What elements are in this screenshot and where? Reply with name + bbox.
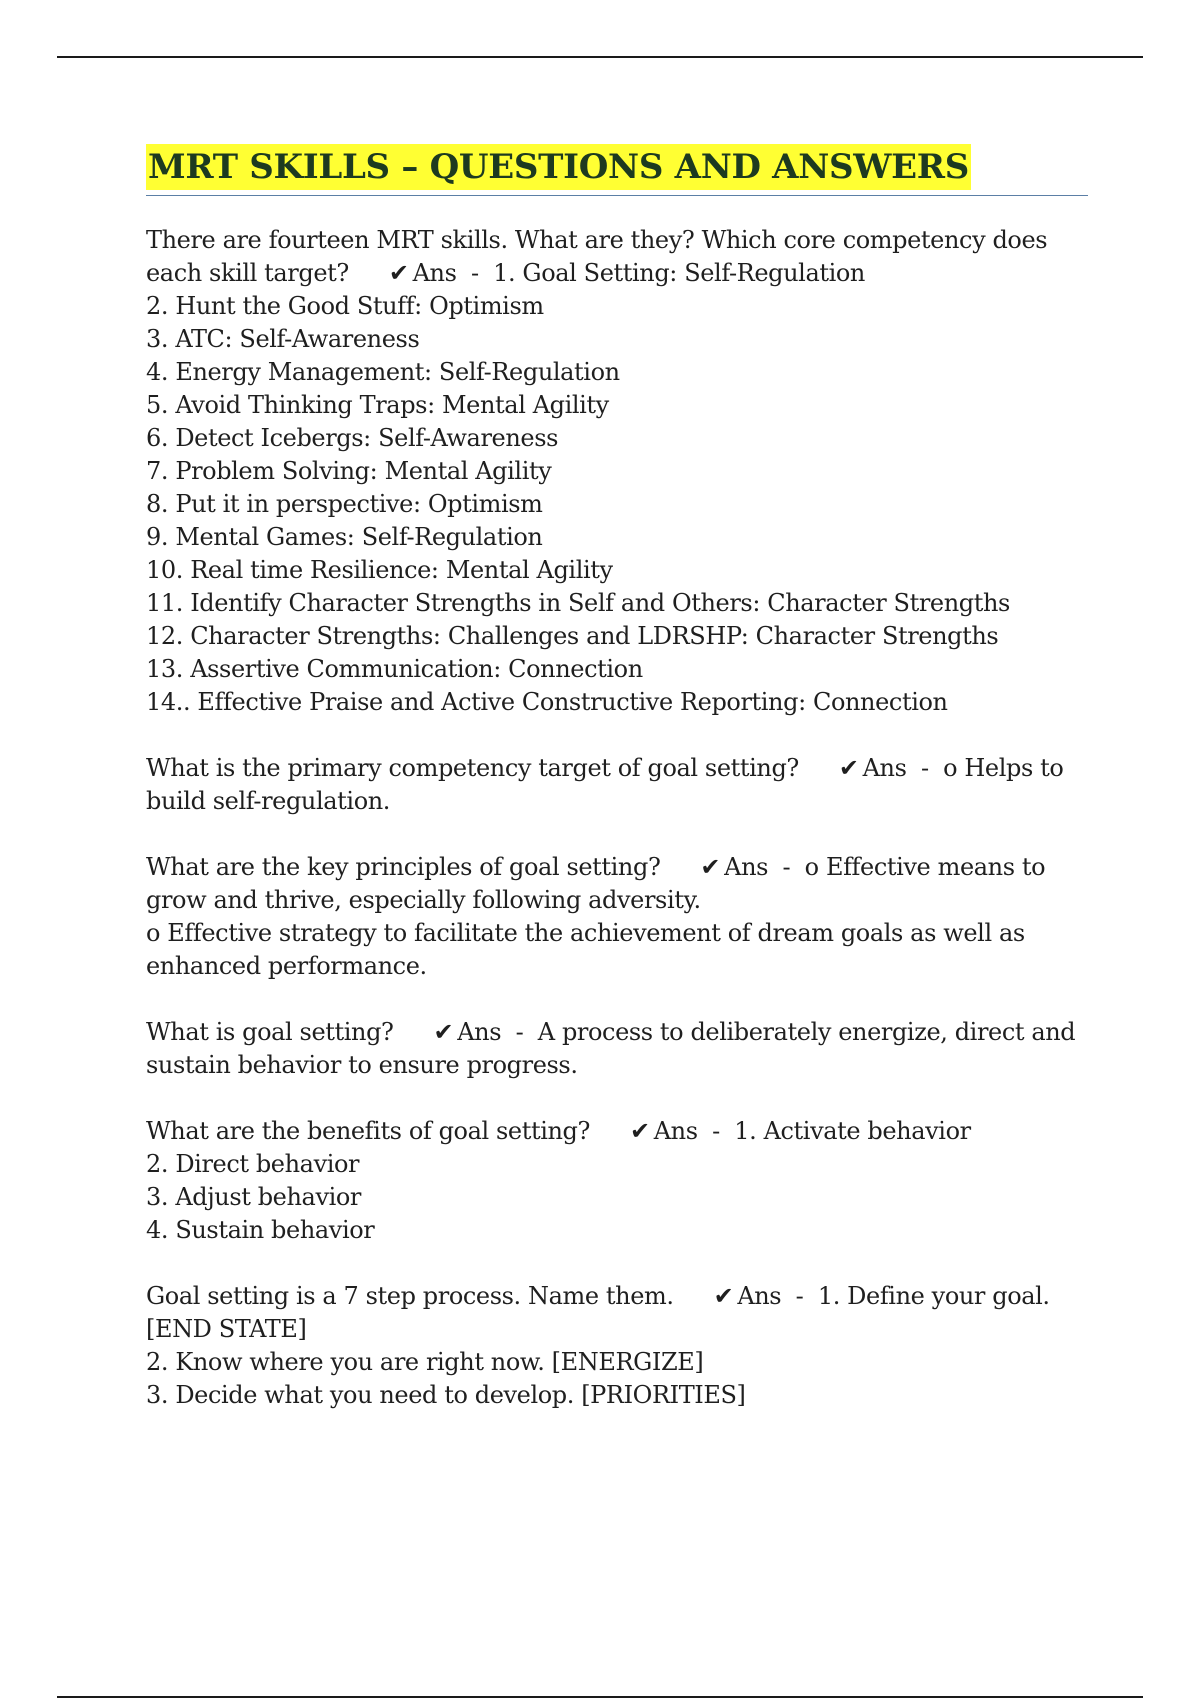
- qa-first-line: [146, 1115, 1088, 1148]
- answer-label: Ans -: [653, 1117, 735, 1145]
- qa-first-line: [146, 752, 1088, 818]
- answer-line: 12. Character Strengths: Challenges and LDRSHP: Character Strengths: [146, 622, 999, 650]
- answer-line: 3. ATC: Self-Awareness: [146, 325, 420, 353]
- title-block: [146, 144, 1088, 196]
- document-page: [146, 144, 1088, 1445]
- answer-line: 11. Identify Character Strengths in Self and Others: Character Strengths: [146, 589, 1010, 617]
- answer-text: o Helps to build self-regulation.: [146, 754, 1071, 815]
- check-icon: ✔: [713, 1282, 734, 1310]
- check-icon: ✔: [388, 259, 409, 287]
- answer-line: 8. Put it in perspective: Optimism: [146, 490, 543, 518]
- qa-first-line: [146, 1016, 1088, 1082]
- answer-line: 2. Direct behavior: [146, 1150, 360, 1178]
- answer-label: Ans -: [457, 1018, 538, 1046]
- question-text: What are the key principles of goal setting?: [146, 853, 661, 881]
- answer-line: o Effective strategy to facilitate the achievement of dream goals as well as enhanced performance.: [146, 919, 1033, 980]
- answer-text: 1. Define your goal. [END STATE]: [146, 1282, 1057, 1343]
- document-title: MRT SKILLS – QUESTIONS AND ANSWERS: [146, 144, 971, 190]
- answer-line: 3. Adjust behavior: [146, 1183, 361, 1211]
- answer-text: 1. Activate behavior: [734, 1117, 971, 1145]
- qa-item: [146, 752, 1088, 818]
- question-text: What is goal setting?: [146, 1018, 394, 1046]
- answer-label: Ans -: [862, 754, 944, 782]
- answer-line: 2. Hunt the Good Stuff: Optimism: [146, 292, 544, 320]
- qa-first-line: [146, 224, 1088, 290]
- check-icon: ✔: [630, 1117, 650, 1145]
- answer-line: 4. Energy Management: Self-Regulation: [146, 358, 620, 386]
- check-icon: ✔: [433, 1018, 454, 1046]
- answer-line: 7. Problem Solving: Mental Agility: [146, 457, 552, 485]
- footer-rule: [57, 1696, 1143, 1698]
- question-text: What is the primary competency target of goal setting?: [146, 754, 799, 782]
- answer-line: 4. Sustain behavior: [146, 1216, 375, 1244]
- answer-text: o Effective means to grow and thrive, especially following adversity.: [146, 853, 1053, 914]
- question-text: There are fourteen MRT skills. What are they? Which core competency does each skill target?: [146, 226, 1055, 287]
- check-icon: ✔: [838, 754, 859, 782]
- qa-item: [146, 1115, 1088, 1247]
- answer-text: A process to deliberately energize, direct and sustain behavior to ensure progress.: [146, 1018, 1083, 1079]
- answer-line: 6. Detect Icebergs: Self-Awareness: [146, 424, 559, 452]
- qa-first-line: [146, 851, 1088, 917]
- qa-item: [146, 224, 1088, 719]
- answer-label: Ans -: [737, 1282, 818, 1310]
- check-icon: ✔: [700, 853, 721, 881]
- answer-line: 3. Decide what you need to develop. [PRIORITIES]: [146, 1381, 746, 1409]
- answer-line: 2. Know where you are right now. [ENERGIZE]: [146, 1348, 704, 1376]
- question-text: What are the benefits of goal setting?: [146, 1117, 590, 1145]
- qa-item: [146, 1016, 1088, 1082]
- answer-line: 5. Avoid Thinking Traps: Mental Agility: [146, 391, 609, 419]
- answer-line: 14.. Effective Praise and Active Constructive Reporting: Connection: [146, 688, 948, 716]
- answer-line: 13. Assertive Communication: Connection: [146, 655, 643, 683]
- question-text: Goal setting is a 7 step process. Name them.: [146, 1282, 674, 1310]
- header-rule: [57, 56, 1143, 58]
- qa-item: [146, 851, 1088, 983]
- answer-label: Ans -: [412, 259, 494, 287]
- answer-label: Ans -: [724, 853, 805, 881]
- qa-first-line: [146, 1280, 1088, 1346]
- answer-line: 10. Real time Resilience: Mental Agility: [146, 556, 613, 584]
- qa-item: [146, 1280, 1088, 1412]
- answer-line: 9. Mental Games: Self-Regulation: [146, 523, 543, 551]
- answer-text: 1. Goal Setting: Self-Regulation: [493, 259, 865, 287]
